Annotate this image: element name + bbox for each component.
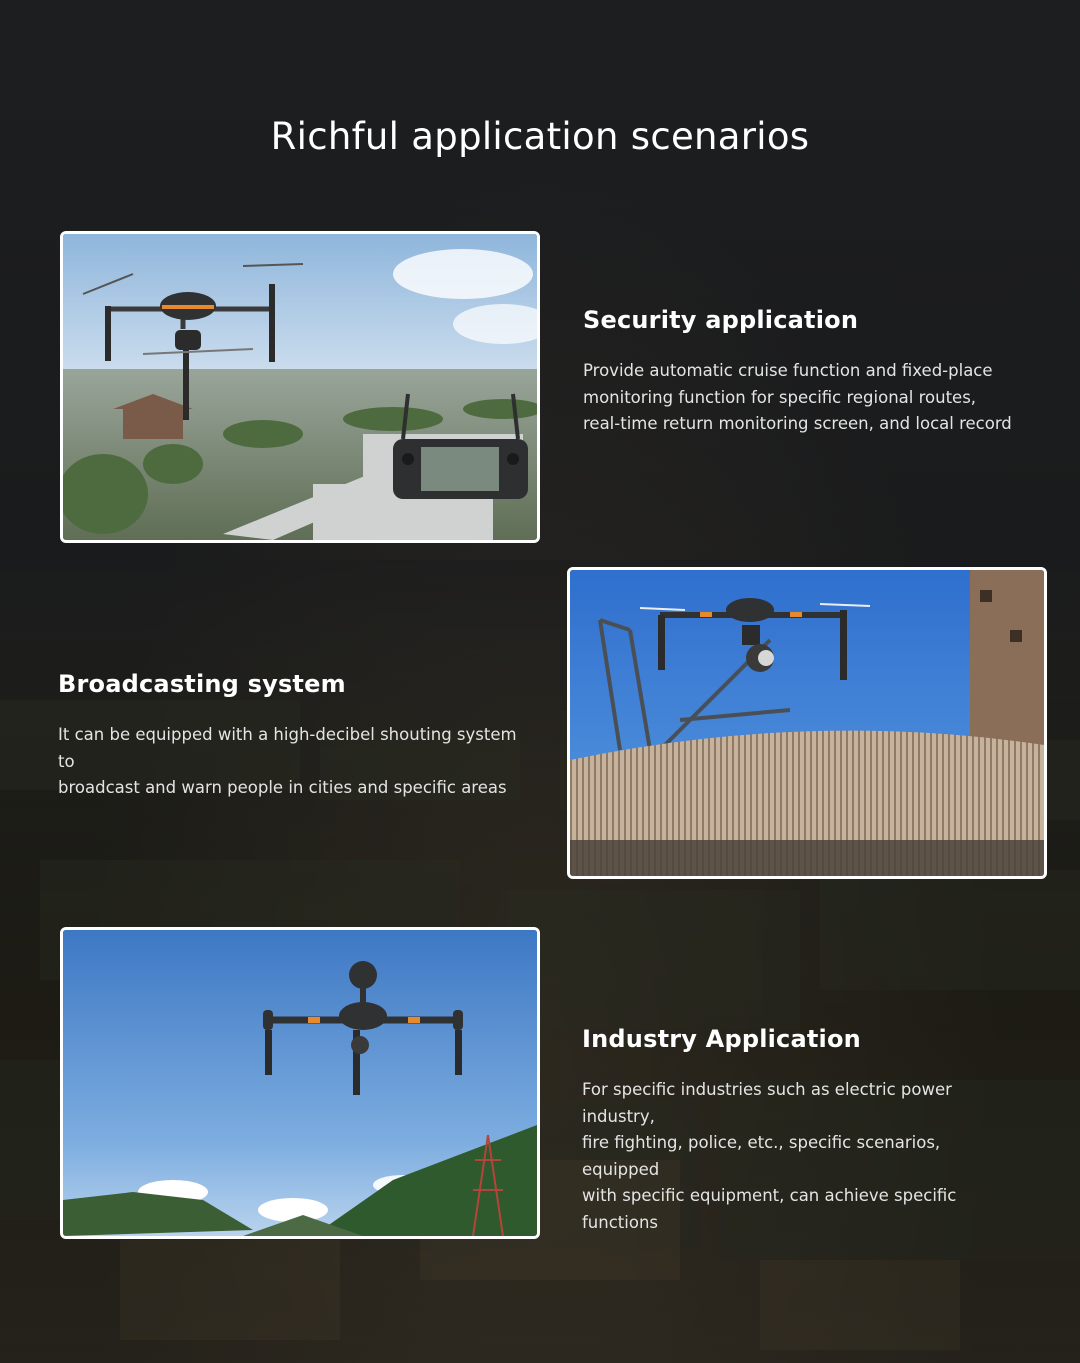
description-line: real-time return monitoring screen, and local record [583, 414, 1012, 433]
security-application-photo [60, 231, 540, 543]
description-line: with specific equipment, can achieve specific functions [582, 1186, 957, 1232]
description-line: monitoring function for specific regional routes, [583, 387, 977, 407]
description-line: fire fighting, police, etc., specific scenarios, equipped [582, 1133, 941, 1179]
broadcasting-system-block [58, 670, 528, 802]
industry-application-block [582, 1025, 1022, 1236]
security-application-description [583, 358, 1023, 438]
broadcast-drone-illustration [570, 570, 1044, 876]
description-line: Provide automatic cruise function and fixed-place [583, 361, 993, 380]
security-application-heading: Security application [583, 306, 859, 334]
description-line: broadcast and warn people in cities and specific areas [58, 778, 507, 797]
industry-application-heading: Industry Application [582, 1025, 861, 1053]
industry-drone-illustration [63, 930, 537, 1236]
security-application-block [583, 306, 1023, 438]
page-title: Richful application scenarios [270, 114, 810, 158]
broadcasting-system-heading: Broadcasting system [58, 670, 346, 698]
description-line: For specific industries such as electric power industry, [582, 1080, 952, 1126]
broadcasting-system-description [58, 722, 528, 802]
broadcasting-system-photo [567, 567, 1047, 879]
security-drone-illustration [63, 234, 537, 540]
description-line: It can be equipped with a high-decibel shouting system to [58, 725, 517, 771]
industry-application-photo [60, 927, 540, 1239]
industry-application-description [582, 1077, 1022, 1236]
